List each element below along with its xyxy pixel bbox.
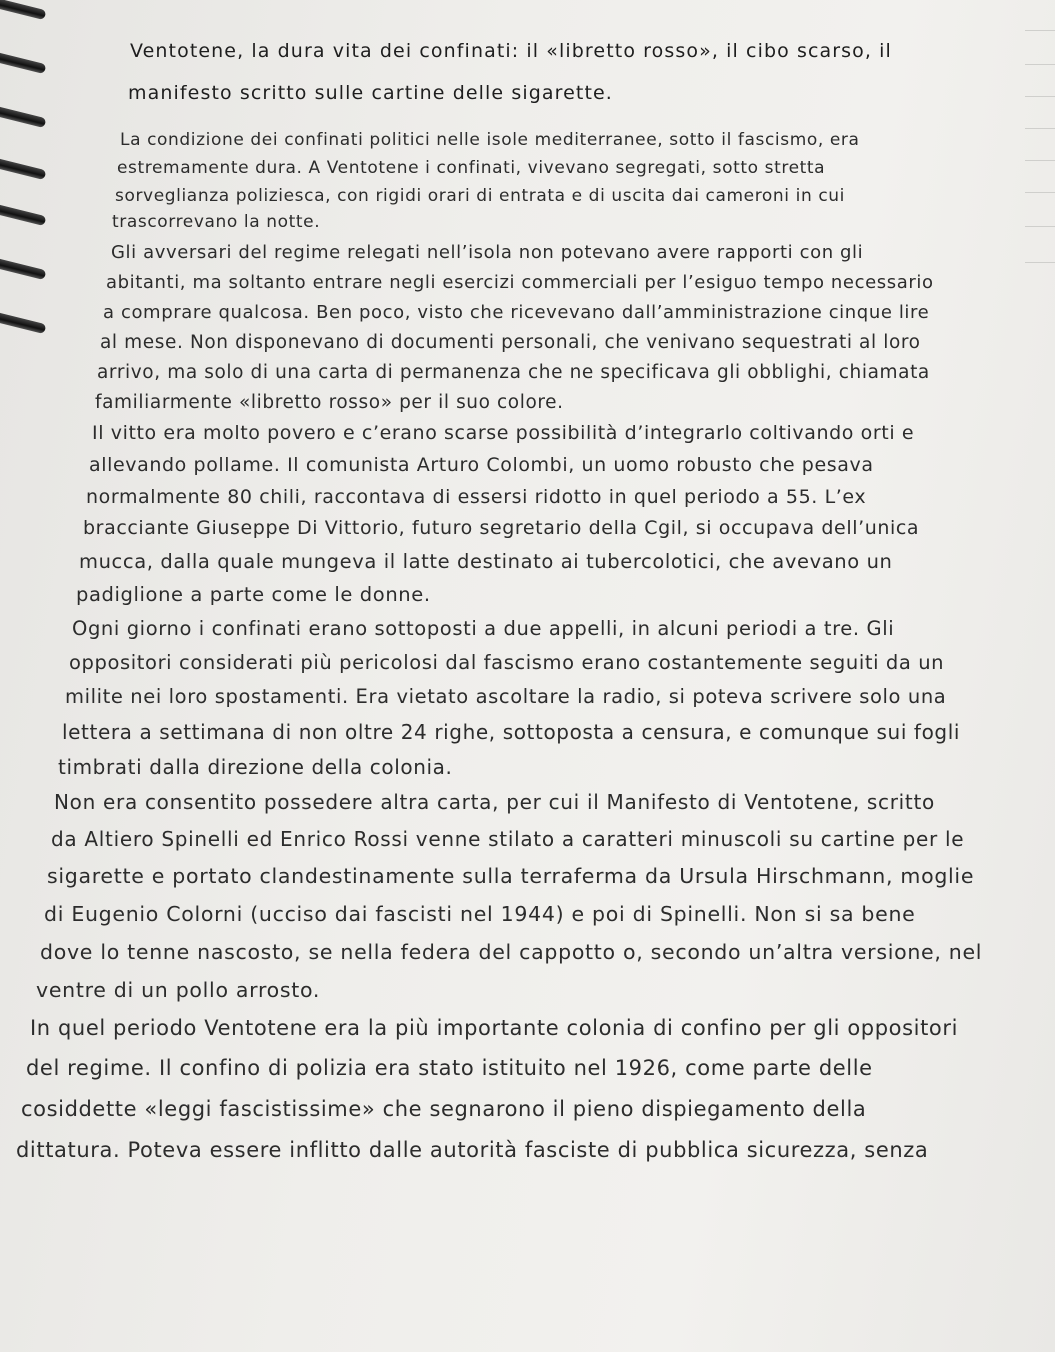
body-line: sigarette e portato clandestinamente sulla terraferma da Ursula Hirschmann, moglie [47,864,975,888]
article-title-line-2: manifesto scritto sulle cartine delle sigarette. [128,82,613,104]
body-line: Gli avversari del regime relegati nell’isola non potevano avere rapporti con gli [111,242,864,263]
body-line: mucca, dalla quale mungeva il latte destinato ai tubercolotici, che avevano un [79,550,893,573]
body-line: familiarmente «libretto rosso» per il suo colore. [95,392,564,413]
body-line: milite nei loro spostamenti. Era vietato ascoltare la radio, si poteva scrivere solo una [65,685,947,708]
body-line: estremamente dura. A Ventotene i confinati, vivevano segregati, sotto stretta [117,158,826,178]
body-line: timbrati dalla direzione della colonia. [58,755,453,779]
body-line: cosiddette «leggi fascistissime» che segnarono il pieno dispiegamento della [21,1097,867,1121]
body-line: Il vitto era molto povero e c’erano scarse possibilità d’integrarlo coltivando orti e [92,422,915,444]
body-line: trascorrevano la notte. [112,212,321,232]
body-line: arrivo, ma solo di una carta di permanenza che ne specificava gli obblighi, chiamata [97,362,930,383]
body-line: allevando pollame. Il comunista Arturo Colombi, un uomo robusto che pesava [89,454,874,476]
body-line: di Eugenio Colorni (ucciso dai fascisti nel 1944) e poi di Spinelli. Non si sa bene [44,902,916,926]
body-line: a comprare qualcosa. Ben poco, visto che ricevevano dall’amministrazione cinque lire [103,302,930,323]
body-line: ventre di un pollo arrosto. [36,978,321,1002]
body-line: normalmente 80 chili, raccontava di essersi ridotto in quel periodo a 55. L’ex [86,486,867,508]
body-line: dittatura. Poteva essere inflitto dalle autorità fasciste di pubblica sicurezza, senza [16,1138,929,1162]
body-line: Non era consentito possedere altra carta, per cui il Manifesto di Ventotene, scritto [54,790,935,814]
body-line: dove lo tenne nascosto, se nella federa del cappotto o, secondo un’altra versione, nel [40,940,983,964]
body-line: bracciante Giuseppe Di Vittorio, futuro segretario della Cgil, si occupava dell’unica [83,517,920,539]
body-line: La condizione dei confinati politici nelle isole mediterranee, sotto il fascismo, era [120,130,860,150]
article-title-line-1: Ventotene, la dura vita dei confinati: il «libretto rosso», il cibo scarso, il [130,40,892,62]
body-line: abitanti, ma soltanto entrare negli esercizi commerciali per l’esiguo tempo necessario [106,272,934,293]
body-line: padiglione a parte come le donne. [76,583,431,606]
body-line: oppositori considerati più pericolosi dal fascismo erano costantemente seguiti da un [69,651,945,674]
body-line: da Altiero Spinelli ed Enrico Rossi venne stilato a caratteri minuscoli su cartine per le [51,827,965,851]
body-line: sorveglianza poliziesca, con rigidi orari di entrata e di uscita dai cameroni in cui [115,186,845,206]
body-line: del regime. Il confino di polizia era stato istituito nel 1926, come parte delle [26,1056,873,1080]
body-line: Ogni giorno i confinati erano sottoposti a due appelli, in alcuni periodi a tre. Gli [72,617,895,640]
body-line: lettera a settimana di non oltre 24 righe, sottoposta a censura, e comunque sui fogli [62,720,961,744]
body-line: In quel periodo Ventotene era la più importante colonia di confino per gli oppositori [30,1016,959,1040]
body-line: al mese. Non disponevano di documenti personali, che venivano sequestrati al loro [100,332,921,353]
